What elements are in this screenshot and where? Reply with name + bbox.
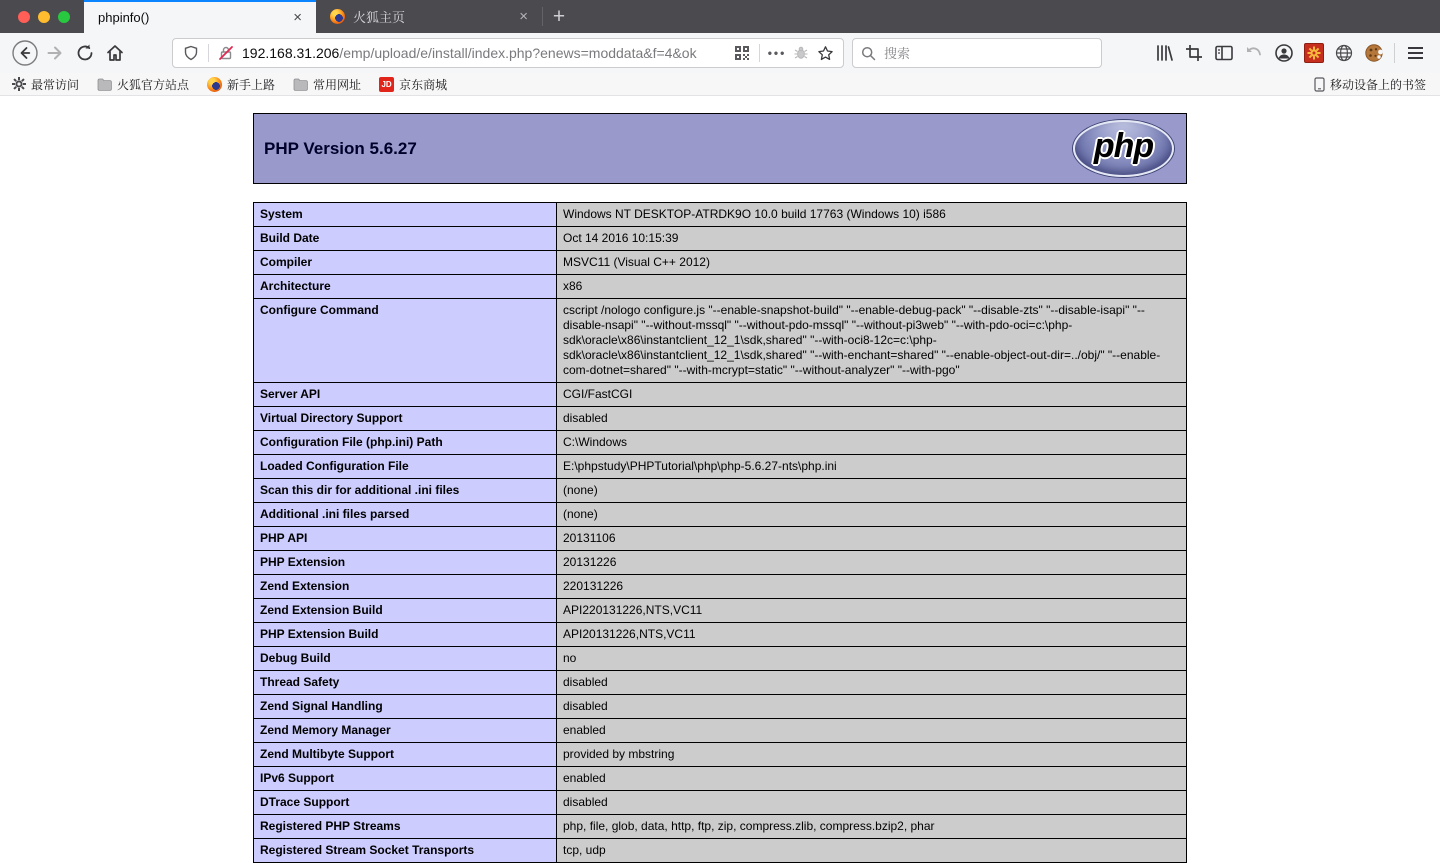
row-label: Zend Memory Manager bbox=[254, 719, 557, 743]
menu-hamburger-icon[interactable] bbox=[1400, 38, 1430, 68]
table-row bbox=[254, 695, 1187, 719]
mobile-phone-icon bbox=[1314, 77, 1325, 92]
row-label: Configuration File (php.ini) Path bbox=[254, 431, 557, 455]
new-tab-button[interactable]: + bbox=[542, 0, 576, 33]
url-path: /emp/upload/e/install/index.php?enews=moddata&f=4&ok bbox=[339, 45, 697, 61]
row-value: API20131226,NTS,VC11 bbox=[557, 623, 1187, 647]
page-content bbox=[0, 113, 1440, 857]
phpinfo-header bbox=[253, 113, 1187, 184]
close-tab-icon[interactable]: × bbox=[519, 8, 528, 25]
row-value: disabled bbox=[557, 671, 1187, 695]
table-row bbox=[254, 275, 1187, 299]
insecure-lock-icon[interactable] bbox=[214, 41, 238, 65]
row-value: Oct 14 2016 10:15:39 bbox=[557, 227, 1187, 251]
table-row bbox=[254, 791, 1187, 815]
row-label: Build Date bbox=[254, 227, 557, 251]
table-row bbox=[254, 767, 1187, 791]
library-icon[interactable] bbox=[1149, 38, 1179, 68]
search-icon bbox=[861, 46, 876, 61]
phpinfo-container bbox=[253, 113, 1187, 863]
window-controls bbox=[0, 0, 84, 33]
row-value: C:\Windows bbox=[557, 431, 1187, 455]
php-logo-text: php bbox=[1093, 127, 1154, 165]
table-row bbox=[254, 743, 1187, 767]
row-value: API220131226,NTS,VC11 bbox=[557, 599, 1187, 623]
row-value: no bbox=[557, 647, 1187, 671]
globe-extension-icon[interactable] bbox=[1329, 38, 1359, 68]
bookmark-label: 常用网址 bbox=[313, 77, 362, 92]
row-label: Configure Command bbox=[254, 299, 557, 383]
table-row bbox=[254, 647, 1187, 671]
firefox-favicon-icon bbox=[330, 9, 345, 24]
php-info-table-body bbox=[254, 203, 1187, 863]
row-label: Additional .ini files parsed bbox=[254, 503, 557, 527]
row-label: Virtual Directory Support bbox=[254, 407, 557, 431]
bookmark-label: 新手上路 bbox=[227, 77, 276, 92]
table-row bbox=[254, 575, 1187, 599]
row-value: CGI/FastCGI bbox=[557, 383, 1187, 407]
row-label: IPv6 Support bbox=[254, 767, 557, 791]
table-row bbox=[254, 527, 1187, 551]
undo-arrow-icon[interactable] bbox=[1239, 38, 1269, 68]
search-bar[interactable] bbox=[852, 38, 1102, 68]
row-value: 20131226 bbox=[557, 551, 1187, 575]
table-row bbox=[254, 503, 1187, 527]
toolbar-separator bbox=[1394, 43, 1395, 63]
zoom-window-button[interactable] bbox=[58, 11, 70, 23]
tracking-protection-shield-icon[interactable] bbox=[179, 41, 203, 65]
close-window-button[interactable] bbox=[18, 11, 30, 23]
minimize-window-button[interactable] bbox=[38, 11, 50, 23]
row-value: (none) bbox=[557, 479, 1187, 503]
table-row bbox=[254, 227, 1187, 251]
bookmark-label: 京东商城 bbox=[399, 77, 448, 92]
table-row bbox=[254, 383, 1187, 407]
jd-icon: JD bbox=[379, 77, 394, 92]
folder-icon bbox=[293, 78, 308, 91]
table-row bbox=[254, 623, 1187, 647]
row-value: Windows NT DESKTOP-ATRDK9O 10.0 build 17763 (Windows 10) i586 bbox=[557, 203, 1187, 227]
row-value: cscript /nologo configure.js "--enable-snapshot-build" "--enable-debug-pack" "--disable-zts" "--disable-isapi" "--disable-nsapi" "--without-mssql" "--without-pdo-mssql" "--without-pi3web" "--with-pdo-oci=c:\php-sdk\oracle\x86\instantclient_12_1\sdk,shared" "--with-oci8-12c=c:\php-sdk\oracle\x86\instantclient_12_1\sdk,shared" "--with-enchant=shared" "--enable-object-out-dir=../obj/" "--enable-com-dotnet=shared" "--with-mcrypt=static" "--without-analyzer" "--with-pgo" bbox=[557, 299, 1187, 383]
page-actions-menu-icon[interactable]: ••• bbox=[767, 46, 787, 60]
table-row bbox=[254, 839, 1187, 863]
row-label: Scan this dir for additional .ini files bbox=[254, 479, 557, 503]
url-text[interactable] bbox=[242, 45, 730, 61]
row-label: Debug Build bbox=[254, 647, 557, 671]
table-row bbox=[254, 299, 1187, 383]
home-button[interactable] bbox=[100, 38, 130, 68]
bookmark-label: 火狐官方站点 bbox=[117, 77, 190, 92]
row-value: provided by mbstring bbox=[557, 743, 1187, 767]
gear-icon bbox=[12, 77, 26, 91]
row-value: disabled bbox=[557, 407, 1187, 431]
table-row bbox=[254, 251, 1187, 275]
bookmark-getting-started[interactable] bbox=[207, 76, 275, 93]
table-row bbox=[254, 455, 1187, 479]
row-label: Thread Safety bbox=[254, 671, 557, 695]
bookmark-star-icon[interactable] bbox=[813, 41, 837, 65]
table-row bbox=[254, 551, 1187, 575]
row-value: enabled bbox=[557, 719, 1187, 743]
tab-phpinfo[interactable] bbox=[84, 0, 316, 33]
bookmarks-bar bbox=[0, 73, 1440, 96]
row-value: E:\phpstudy\PHPTutorial\php\php-5.6.27-nts\php.ini bbox=[557, 455, 1187, 479]
row-value: MSVC11 (Visual C++ 2012) bbox=[557, 251, 1187, 275]
table-row bbox=[254, 671, 1187, 695]
row-label: Zend Signal Handling bbox=[254, 695, 557, 719]
close-tab-icon[interactable]: × bbox=[293, 9, 302, 26]
tab-firefox-home[interactable] bbox=[316, 0, 542, 33]
urlbar-separator bbox=[759, 44, 760, 62]
page-title: PHP Version 5.6.27 bbox=[264, 138, 417, 158]
forward-button[interactable] bbox=[40, 38, 70, 68]
row-label: PHP Extension bbox=[254, 551, 557, 575]
row-label: Zend Extension bbox=[254, 575, 557, 599]
row-value: disabled bbox=[557, 791, 1187, 815]
row-value: x86 bbox=[557, 275, 1187, 299]
row-label: PHP API bbox=[254, 527, 557, 551]
qr-code-icon[interactable] bbox=[730, 41, 754, 65]
phpinfo-table bbox=[253, 202, 1187, 863]
row-value: php, file, glob, data, http, ftp, zip, compress.zlib, compress.bzip2, phar bbox=[557, 815, 1187, 839]
back-button[interactable] bbox=[10, 38, 40, 68]
bookmark-most-visited[interactable] bbox=[12, 76, 79, 93]
navigation-toolbar bbox=[0, 33, 1440, 73]
row-value: 220131226 bbox=[557, 575, 1187, 599]
mobile-bookmarks[interactable] bbox=[1314, 76, 1426, 93]
row-value: tcp, udp bbox=[557, 839, 1187, 863]
row-value: disabled bbox=[557, 695, 1187, 719]
red-gear-extension-icon[interactable] bbox=[1299, 38, 1329, 68]
reload-button[interactable] bbox=[70, 38, 100, 68]
bookmark-folder-common-sites[interactable] bbox=[293, 76, 361, 93]
table-row bbox=[254, 431, 1187, 455]
table-row bbox=[254, 203, 1187, 227]
row-label: Registered PHP Streams bbox=[254, 815, 557, 839]
folder-icon bbox=[97, 78, 112, 91]
row-label: Zend Multibyte Support bbox=[254, 743, 557, 767]
tab-title: 火狐主页 bbox=[353, 10, 406, 25]
row-label: DTrace Support bbox=[254, 791, 557, 815]
row-value: enabled bbox=[557, 767, 1187, 791]
screenshot-crop-icon[interactable] bbox=[1179, 38, 1209, 68]
row-label: Loaded Configuration File bbox=[254, 455, 557, 479]
row-label: Architecture bbox=[254, 275, 557, 299]
php-logo bbox=[1073, 120, 1174, 177]
search-input[interactable] bbox=[882, 45, 1093, 62]
row-value: (none) bbox=[557, 503, 1187, 527]
bookmark-label: 最常访问 bbox=[31, 77, 80, 92]
url-domain: 192.168.31.206 bbox=[242, 45, 340, 61]
urlbar-separator bbox=[208, 44, 209, 62]
tab-title: phpinfo() bbox=[98, 10, 150, 25]
row-label: System bbox=[254, 203, 557, 227]
row-label: Compiler bbox=[254, 251, 557, 275]
address-bar[interactable] bbox=[172, 38, 844, 68]
row-label: Zend Extension Build bbox=[254, 599, 557, 623]
bookmark-label: 移动设备上的书签 bbox=[1329, 77, 1426, 92]
table-row bbox=[254, 407, 1187, 431]
sidebar-toggle-icon[interactable] bbox=[1209, 38, 1239, 68]
firefox-icon bbox=[207, 77, 222, 92]
table-row bbox=[254, 719, 1187, 743]
row-label: PHP Extension Build bbox=[254, 623, 557, 647]
row-label: Server API bbox=[254, 383, 557, 407]
account-icon[interactable] bbox=[1269, 38, 1299, 68]
cookie-extension-icon[interactable] bbox=[1359, 38, 1389, 68]
bookmark-folder-firefox-official[interactable] bbox=[97, 76, 189, 93]
bug-extension-icon[interactable] bbox=[789, 41, 813, 65]
table-row bbox=[254, 815, 1187, 839]
bookmark-jd[interactable] bbox=[379, 76, 447, 93]
table-row bbox=[254, 479, 1187, 503]
row-value: 20131106 bbox=[557, 527, 1187, 551]
table-row bbox=[254, 599, 1187, 623]
row-label: Registered Stream Socket Transports bbox=[254, 839, 557, 863]
tab-bar bbox=[0, 0, 1440, 33]
